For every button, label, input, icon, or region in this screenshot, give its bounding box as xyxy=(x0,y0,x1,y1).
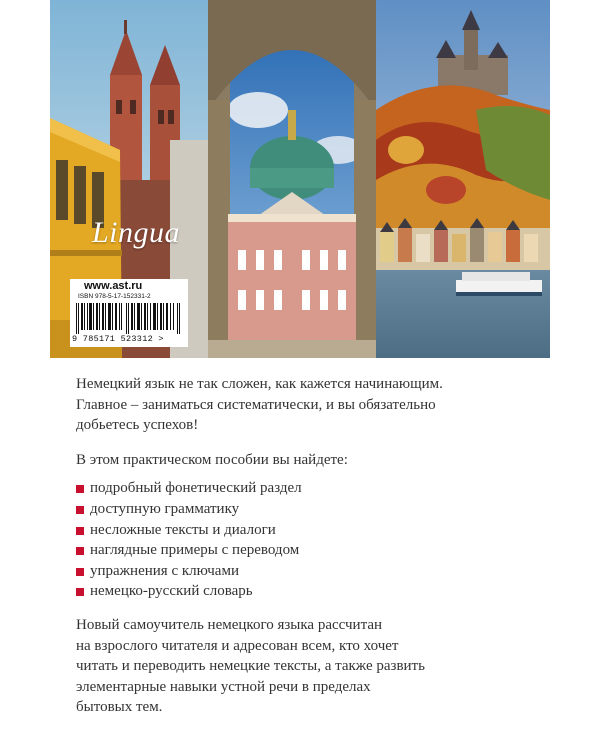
bullet-square-icon xyxy=(76,588,84,596)
potsdam-palace-image xyxy=(208,0,376,358)
feature-label: наглядные примеры с переводом xyxy=(90,542,300,559)
list-item xyxy=(76,581,556,602)
closing-line: Новый самоучитель немецкого языка рассчитан xyxy=(76,616,383,633)
publisher-logo: Lingua xyxy=(92,216,181,249)
closing-paragraph xyxy=(76,615,556,718)
intro-line: добьетесь успехов! xyxy=(76,417,199,434)
list-item xyxy=(76,520,556,541)
barcode-digits: 9 785171 523312 > xyxy=(72,334,164,344)
closing-line: бытовых тем. xyxy=(76,699,163,716)
closing-line: читать и переводить немецкие тексты, а также развить xyxy=(76,658,425,675)
bullet-square-icon xyxy=(76,485,84,493)
bullet-square-icon xyxy=(76,547,84,555)
list-item xyxy=(76,478,556,499)
feature-list xyxy=(76,478,556,602)
closing-line: на взрослого читателя и адресован всем, кто хочет xyxy=(76,637,399,654)
website-url: www.ast.ru xyxy=(84,280,143,292)
intro-line: Главное – заниматься систематически, и вы обязательно xyxy=(76,396,436,413)
feature-label: доступную грамматику xyxy=(90,500,240,517)
cover-photo-strip xyxy=(50,0,550,358)
feature-label: немецко-русский словарь xyxy=(90,583,253,600)
feature-label: несложные тексты и диалоги xyxy=(90,521,276,538)
feature-label: упражнения с ключами xyxy=(90,562,239,579)
feature-label: подробный фонетический раздел xyxy=(90,480,302,497)
barcode-icon xyxy=(76,303,182,334)
bullet-square-icon xyxy=(76,527,84,535)
isbn-text: ISBN 978-5-17-152331-2 xyxy=(78,293,151,300)
list-item xyxy=(76,561,556,582)
intro-paragraph xyxy=(76,374,556,436)
photo-cochem-castle xyxy=(376,0,550,358)
bullet-square-icon xyxy=(76,506,84,514)
closing-line: элементарные навыки устной речи в пределах xyxy=(76,678,371,695)
barcode-label xyxy=(70,279,188,347)
back-cover-text xyxy=(76,374,556,718)
list-item xyxy=(76,499,556,520)
offer-heading: В этом практическом пособии вы найдете: xyxy=(76,451,348,468)
list-item xyxy=(76,540,556,561)
photo-potsdam-palace xyxy=(208,0,376,358)
cochem-castle-image xyxy=(376,0,550,358)
intro-line: Немецкий язык не так сложен, как кажется начинающим. xyxy=(76,376,443,392)
bullet-square-icon xyxy=(76,568,84,576)
